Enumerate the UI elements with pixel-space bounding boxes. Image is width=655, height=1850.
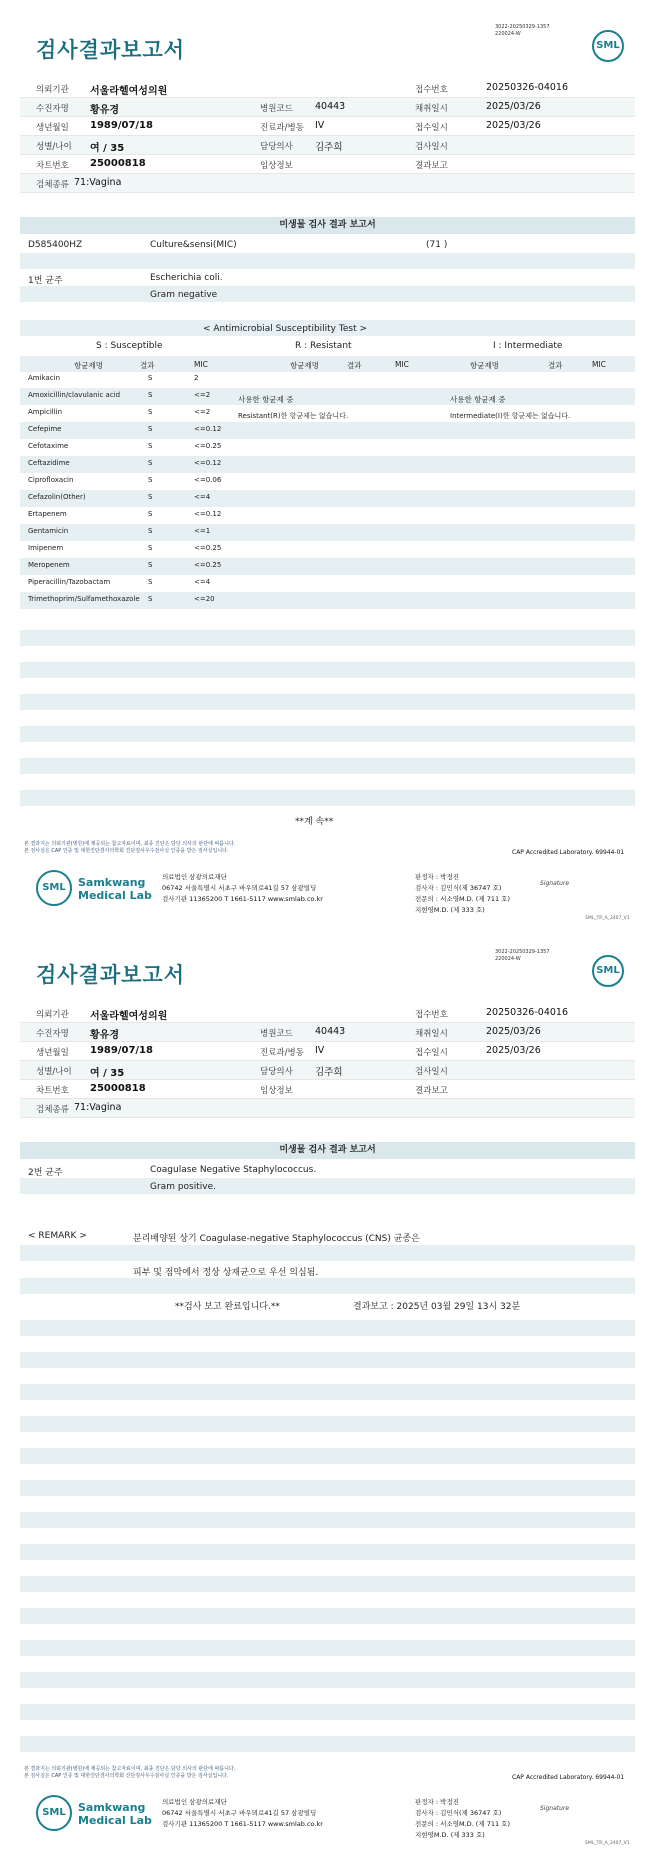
label-hospital-code: 병원코드 [260, 104, 293, 114]
header-row-5 [20, 155, 635, 174]
header-row-4 [20, 136, 635, 155]
col-drug: 항균제명 [74, 361, 103, 370]
label-dept: 진료과/병동 [260, 123, 304, 133]
company-name [78, 1801, 152, 1827]
band [20, 726, 635, 742]
footer-note-2: 본 검사실은 CAP 인증 및 대한진단검사의학회 진단검사우수검사실 인증을 받은 검사실입니다. [24, 1773, 229, 1779]
doc-id-line-2: 220024-W [495, 956, 521, 962]
header-row-3 [20, 117, 635, 136]
note-intermediate-1: 사용한 항균제 중 [450, 395, 506, 404]
col-result-i: 결과 [548, 361, 563, 370]
band [20, 1352, 635, 1368]
label-received: 접수일시 [415, 1048, 448, 1058]
drug-result: S [148, 595, 153, 603]
drug-mic: <=1 [194, 527, 211, 535]
legend-resistant: R : Resistant [295, 341, 352, 351]
reception-no-value: 20250326-04016 [486, 82, 569, 93]
sml-logo-icon: SML [592, 955, 624, 987]
section-title: 미생물 검사 결과 보고서 [20, 217, 635, 234]
drug-name: Piperacillin/Tazobactam [28, 578, 111, 586]
drug-result: S [148, 561, 153, 569]
band [20, 1640, 635, 1656]
note-resistant-1: 사용한 항균제 중 [238, 395, 294, 404]
header-row-2 [20, 98, 635, 117]
footer-note-1: 본 결과지는 의뢰기관(병원)에 제공되는 참고자료이며, 최종 진단은 담당 의사의 판단에 따릅니다. [24, 841, 236, 847]
signatory-4: 지현영M.D. (제 333 호) [415, 906, 485, 914]
drug-result: S [148, 425, 153, 433]
drug-name: Meropenem [28, 561, 70, 569]
report-page-2 [0, 925, 655, 1850]
gram-stain: Gram negative [150, 290, 218, 300]
cap-accreditation: CAP Accredited Laboratory. 69944-01 [512, 1774, 625, 1781]
table-row-band [20, 524, 635, 541]
company-name-line-2: Medical Lab [78, 889, 152, 902]
doctor-value: 김주희 [315, 142, 343, 153]
gram-stain: Gram positive. [150, 1182, 216, 1192]
footer-note-2: 본 검사실은 CAP 인증 및 대한진단검사의학회 진단검사우수검사실 인증을 받은 검사실입니다. [24, 848, 229, 854]
signatory-4: 지현영M.D. (제 333 호) [415, 1831, 485, 1839]
report-complete: **검사 보고 완료입니다.** [175, 1302, 280, 1312]
signatory-2: 검사자 : 김민식(제 36747 호) [415, 884, 502, 892]
hospital-code-value: 40443 [315, 1026, 346, 1037]
drug-mic: <=0.12 [194, 425, 222, 433]
band [20, 694, 635, 710]
band [20, 662, 635, 678]
drug-result: S [148, 442, 153, 450]
doctor-value: 김주희 [315, 1067, 343, 1078]
birth-value: 1989/07/18 [90, 120, 153, 131]
document-id [495, 949, 550, 963]
drug-mic: <=0.25 [194, 442, 222, 450]
label-sex-age: 성별/나이 [36, 1067, 72, 1077]
label-received: 접수일시 [415, 123, 448, 133]
dept-value: IV [315, 1045, 325, 1056]
signatories [415, 1797, 510, 1841]
company-name [78, 876, 152, 902]
test-name: Culture&sensi(MIC) [150, 240, 237, 250]
reception-no-value: 20250326-04016 [486, 1007, 569, 1018]
page-title: 검사결과보고서 [36, 38, 186, 62]
label-chart: 차트번호 [36, 161, 69, 171]
band [20, 630, 635, 646]
header-row-1 [20, 79, 635, 98]
note-intermediate-2: Intermediate(I)한 항균제는 없습니다. [450, 412, 571, 420]
isolate-label: 2번 균주 [28, 1168, 63, 1178]
sml-logo-icon: SML [592, 30, 624, 62]
hospital-code-value: 40443 [315, 101, 346, 112]
label-collected: 채취일시 [415, 104, 448, 114]
label-chart: 차트번호 [36, 1086, 69, 1096]
drug-mic: <=2 [194, 408, 211, 416]
signatory-1: 판정자 : 박정진 [415, 873, 459, 881]
label-clinical: 임상정보 [260, 1086, 293, 1096]
band [20, 1448, 635, 1464]
band [20, 790, 635, 806]
drug-mic: <=0.12 [194, 510, 222, 518]
label-tested: 검사일시 [415, 1067, 448, 1077]
legend-susceptible: S : Susceptible [96, 341, 163, 351]
chart-value: 25000818 [90, 1083, 146, 1094]
signatories [415, 872, 510, 916]
doc-id-line-1: 3022-20250329-1357 [495, 949, 550, 955]
drug-name: Ertapenem [28, 510, 67, 518]
received-value: 2025/03/26 [486, 120, 541, 131]
label-hospital-code: 병원코드 [260, 1029, 293, 1039]
drug-mic: <=4 [194, 578, 211, 586]
company-name-line-1: Samkwang [78, 1801, 146, 1814]
patient-value: 황유경 [90, 1030, 119, 1041]
header-row-2 [20, 1023, 635, 1042]
col-mic: MIC [194, 360, 208, 369]
isolate-label: 1번 균주 [28, 276, 63, 286]
drug-mic: <=2 [194, 391, 211, 399]
label-clinical: 임상정보 [260, 161, 293, 171]
col-result-r: 결과 [347, 361, 362, 370]
label-specimen: 검체종류 [36, 180, 69, 190]
address-line-2: 06742 서울특별시 서초구 바우뫼로41길 57 삼광빌딩 [162, 1809, 317, 1817]
drug-mic: 2 [194, 374, 199, 382]
band [20, 1544, 635, 1560]
institution-value: 서울라헬여성의원 [90, 86, 168, 97]
drug-mic: <=4 [194, 493, 211, 501]
col-drug-i: 항균제명 [470, 361, 499, 370]
legend-intermediate: I : Intermediate [493, 341, 563, 351]
signature-image: Signature [540, 1805, 570, 1812]
label-institution: 의뢰기관 [36, 1010, 69, 1020]
header-row-3 [20, 1042, 635, 1061]
band [20, 758, 635, 774]
band [20, 1278, 635, 1294]
company-name-line-2: Medical Lab [78, 1814, 152, 1827]
doc-id-line-2: 220024-W [495, 31, 521, 37]
table-row-band [20, 456, 635, 473]
band [20, 286, 635, 302]
footer-notes [24, 1766, 235, 1780]
band [20, 1512, 635, 1528]
drug-result: S [148, 544, 153, 552]
drug-name: Cefazolin(Other) [28, 493, 86, 501]
drug-name: Ceftazidime [28, 459, 70, 467]
report-time: 결과보고 : 2025년 03월 29일 13시 32분 [353, 1302, 521, 1312]
label-birth: 생년월일 [36, 123, 69, 133]
address-line-3: 검사기관 11365200 T 1661-5117 www.smlab.co.kr [162, 1820, 323, 1828]
drug-mic: <=0.25 [194, 544, 222, 552]
drug-name: Cefepime [28, 425, 62, 433]
remark-line-2: 피부 및 점막에서 정상 상재균으로 우선 의심됨. [133, 1268, 319, 1278]
drug-name: Imipenem [28, 544, 64, 552]
doc-id-line-1: 3022-20250329-1357 [495, 24, 550, 30]
sex-age-value: 여 / 35 [90, 143, 125, 154]
address-line-3: 검사기관 11365200 T 1661-5117 www.smlab.co.kr [162, 895, 323, 903]
drug-result: S [148, 374, 153, 382]
note-resistant-2: Resistant(R)한 항균제는 없습니다. [238, 412, 349, 420]
form-version: SML_TR_A_2407_V1 [585, 1841, 630, 1846]
organism-name: Escherichia coli. [150, 273, 223, 283]
drug-result: S [148, 408, 153, 416]
label-birth: 생년월일 [36, 1048, 69, 1058]
patient-value: 황유경 [90, 105, 119, 116]
drug-mic: <=0.06 [194, 476, 222, 484]
test-code: D585400HZ [28, 240, 83, 250]
signatory-3: 전문의 : 서소영M.D. (제 711 호) [415, 1820, 510, 1828]
header-row-6 [20, 1099, 635, 1118]
drug-name: Amikacin [28, 374, 61, 382]
drug-result: S [148, 476, 153, 484]
band [20, 1736, 635, 1752]
band [20, 1320, 635, 1336]
drug-name: Gentamicin [28, 527, 69, 535]
dept-value: IV [315, 120, 325, 131]
label-reception-no: 접수번호 [415, 1010, 448, 1020]
organism-name: Coagulase Negative Staphylococcus. [150, 1165, 317, 1175]
remark-label: < REMARK > [28, 1231, 87, 1241]
col-drug-r: 항균제명 [290, 361, 319, 370]
label-sex-age: 성별/나이 [36, 142, 72, 152]
document-id [495, 24, 550, 38]
address-line-1: 의료법인 삼광의료재단 [162, 1798, 227, 1806]
table-row-band [20, 490, 635, 507]
drug-result: S [148, 391, 153, 399]
band [20, 1245, 635, 1261]
drug-result: S [148, 459, 153, 467]
drug-result: S [148, 493, 153, 501]
continued-mark: **계 속** [295, 817, 334, 827]
header-row-4 [20, 1061, 635, 1080]
drug-result: S [148, 578, 153, 586]
label-doctor: 담당의사 [260, 142, 293, 152]
label-reported: 결과보고 [415, 161, 448, 171]
ast-column-header [20, 356, 635, 372]
label-reported: 결과보고 [415, 1086, 448, 1096]
specimen-value: 71:Vagina [74, 177, 122, 188]
band [20, 1704, 635, 1720]
drug-mic: <=20 [194, 595, 215, 603]
drug-name: Amoxicillin/clavulanic acid [28, 391, 121, 399]
band [20, 1480, 635, 1496]
label-doctor: 담당의사 [260, 1067, 293, 1077]
header-row-1 [20, 1004, 635, 1023]
drug-name: Ciprofloxacin [28, 476, 74, 484]
birth-value: 1989/07/18 [90, 1045, 153, 1056]
band [20, 1672, 635, 1688]
band [20, 1608, 635, 1624]
label-patient: 수진자명 [36, 1029, 69, 1039]
band [20, 1178, 635, 1194]
ast-title: < Antimicrobial Susceptibility Test > [203, 324, 367, 334]
label-tested: 검사일시 [415, 142, 448, 152]
company-address [162, 872, 323, 905]
specimen-value: 71:Vagina [74, 1102, 122, 1113]
col-mic-i: MIC [592, 360, 606, 369]
sml-footer-logo-icon: SML [36, 1795, 72, 1831]
signatory-3: 전문의 : 서소영M.D. (제 711 호) [415, 895, 510, 903]
collected-value: 2025/03/26 [486, 1026, 541, 1037]
test-specimen: (71 ) [426, 240, 448, 250]
drug-result: S [148, 510, 153, 518]
company-address [162, 1797, 323, 1830]
cap-accreditation: CAP Accredited Laboratory. 69944-01 [512, 849, 625, 856]
chart-value: 25000818 [90, 158, 146, 169]
received-value: 2025/03/26 [486, 1045, 541, 1056]
remark-line-1: 분리배양된 상기 Coagulase-negative Staphylococcus (CNS) 균종은 [133, 1234, 420, 1244]
band [20, 1416, 635, 1432]
drug-result: S [148, 527, 153, 535]
drug-name: Ampicillin [28, 408, 63, 416]
label-specimen: 검체종류 [36, 1105, 69, 1115]
drug-name: Trimethoprim/Sulfamethoxazole [28, 595, 140, 603]
form-version: SML_TR_A_2407_V1 [585, 916, 630, 921]
footer-notes [24, 841, 235, 855]
table-row-band [20, 422, 635, 439]
institution-value: 서울라헬여성의원 [90, 1011, 168, 1022]
sex-age-value: 여 / 35 [90, 1068, 125, 1079]
label-institution: 의뢰기관 [36, 85, 69, 95]
address-line-1: 의료법인 삼광의료재단 [162, 873, 227, 881]
section-title: 미생물 검사 결과 보고서 [20, 1142, 635, 1159]
label-patient: 수진자명 [36, 104, 69, 114]
address-line-2: 06742 서울특별시 서초구 바우뫼로41길 57 삼광빌딩 [162, 884, 317, 892]
col-result: 결과 [140, 361, 155, 370]
page-title: 검사결과보고서 [36, 963, 186, 987]
col-mic-r: MIC [395, 360, 409, 369]
signature-image: Signature [540, 880, 570, 887]
drug-name: Cefotaxime [28, 442, 69, 450]
label-dept: 진료과/병동 [260, 1048, 304, 1058]
company-name-line-1: Samkwang [78, 876, 146, 889]
band [20, 1576, 635, 1592]
drug-mic: <=0.25 [194, 561, 222, 569]
header-row-6 [20, 174, 635, 193]
label-reception-no: 접수번호 [415, 85, 448, 95]
header-row-5 [20, 1080, 635, 1099]
label-collected: 채취일시 [415, 1029, 448, 1039]
footer-note-1: 본 결과지는 의뢰기관(병원)에 제공되는 참고자료이며, 최종 진단은 담당 의사의 판단에 따릅니다. [24, 1766, 236, 1772]
collected-value: 2025/03/26 [486, 101, 541, 112]
band [20, 253, 635, 269]
signatory-2: 검사자 : 김민식(제 36747 호) [415, 1809, 502, 1817]
table-row-band [20, 558, 635, 575]
sml-footer-logo-icon: SML [36, 870, 72, 906]
signatory-1: 판정자 : 박정진 [415, 1798, 459, 1806]
band [20, 1384, 635, 1400]
drug-mic: <=0.12 [194, 459, 222, 467]
